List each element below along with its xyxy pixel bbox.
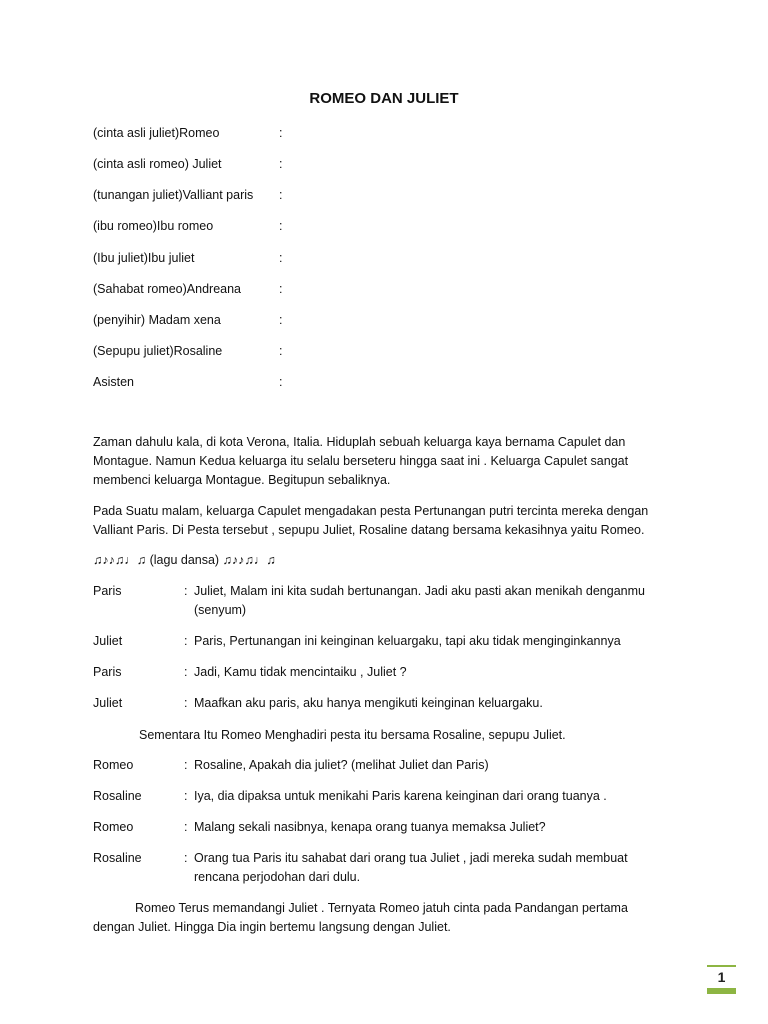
cast-colon: :: [279, 312, 283, 327]
cast-colon: :: [279, 188, 283, 203]
cast-colon: :: [279, 157, 283, 172]
document-title: ROMEO DAN JULIET: [309, 90, 459, 107]
dialogue-colon: :: [184, 584, 188, 598]
cast-name: (penyihir) Madam xena: [93, 312, 221, 327]
dialogue-colon: :: [184, 758, 188, 772]
dialogue-colon: :: [184, 789, 188, 803]
cast-colon: :: [279, 343, 283, 358]
cast-name: (cinta asli romeo) Juliet: [93, 157, 222, 172]
narration: Sementara Itu Romeo Menghadiri pesta itu bersama Rosaline, sepupu Juliet.: [139, 728, 566, 742]
dialogue-colon: :: [184, 696, 188, 710]
cast-name: (Ibu juliet)Ibu juliet: [93, 250, 195, 265]
cast-colon: :: [279, 250, 283, 265]
dialogue-text: Rosaline, Apakah dia juliet? (melihat Juliet dan Paris): [194, 758, 489, 772]
closing-narration: Romeo Terus memandangi Juliet . Ternyata Romeo jatuh cinta pada Pandangan pertama dengan Juliet. Hingga Dia ingin bertemu langsung dengan Juliet.: [93, 901, 628, 934]
cast-colon: :: [279, 126, 283, 140]
speaker-name: Romeo: [93, 758, 134, 772]
cast-name: (ibu romeo)Ibu romeo: [93, 219, 214, 234]
speaker-name: Romeo: [93, 820, 134, 834]
intro-paragraph: Zaman dahulu kala, di kota Verona, Italia. Hiduplah sebuah keluarga kaya bernama Capulet dan Montague. Namun Kedua keluarga itu selalu berseteru hingga saat ini . Keluarga Capulet sangat membenci keluarga Montague. Begitupun sebaliknya.: [93, 435, 629, 487]
cast-colon: :: [279, 281, 283, 296]
cast-name: (cinta asli juliet)Romeo: [93, 126, 220, 140]
dialogue-text: Juliet, Malam ini kita sudah bertunangan. Jadi aku pasti akan menikah denganmu (senyum): [194, 584, 645, 617]
page-number-rule: [707, 965, 736, 967]
dialogue-text: Maafkan aku paris, aku hanya mengikuti keinginan keluargaku.: [194, 696, 543, 710]
dialogue-colon: :: [184, 820, 188, 834]
page-number-bar: [707, 988, 736, 994]
music-cue: ♫♪♪♫♩♫ (lagu dansa) ♫♪♪♫♩♫: [93, 553, 276, 567]
cast-colon: :: [279, 375, 283, 390]
dialogue-text: Paris, Pertunangan ini keinginan keluargaku, tapi aku tidak menginginkannya: [194, 634, 621, 648]
speaker-name: Juliet: [93, 634, 123, 648]
page-number: 1: [717, 969, 726, 985]
speaker-name: Paris: [93, 665, 122, 679]
party-paragraph: Pada Suatu malam, keluarga Capulet mengadakan pesta Pertunangan putri tercinta mereka dengan Valliant Paris. Di Pesta tersebut , sepupu Juliet, Rosaline datang bersama kekasihnya yaitu Romeo.: [93, 504, 649, 537]
cast-colon: :: [279, 219, 283, 234]
cast-name: Asisten: [93, 375, 134, 390]
dialogue-text: Iya, dia dipaksa untuk menikahi Paris karena keinginan dari orang tuanya .: [194, 789, 607, 803]
speaker-name: Rosaline: [93, 789, 142, 803]
cast-name: (tunangan juliet)Valliant paris: [93, 188, 254, 203]
dialogue-text: Malang sekali nasibnya, kenapa orang tuanya memaksa Juliet?: [194, 820, 546, 834]
dialogue-text: Orang tua Paris itu sahabat dari orang tua Juliet , jadi mereka sudah membuat rencana perjodohan dari dulu.: [194, 851, 628, 884]
cast-name: (Sepupu juliet)Rosaline: [93, 343, 223, 358]
speaker-name: Juliet: [93, 696, 123, 710]
speaker-name: Paris: [93, 584, 122, 598]
cast-name: (Sahabat romeo)Andreana: [93, 281, 242, 296]
dialogue-colon: :: [184, 665, 188, 679]
dialogue-colon: :: [184, 634, 188, 648]
speaker-name: Rosaline: [93, 851, 142, 865]
dialogue-text: Jadi, Kamu tidak mencintaiku , Juliet ?: [194, 665, 407, 679]
dialogue-colon: :: [184, 851, 188, 865]
